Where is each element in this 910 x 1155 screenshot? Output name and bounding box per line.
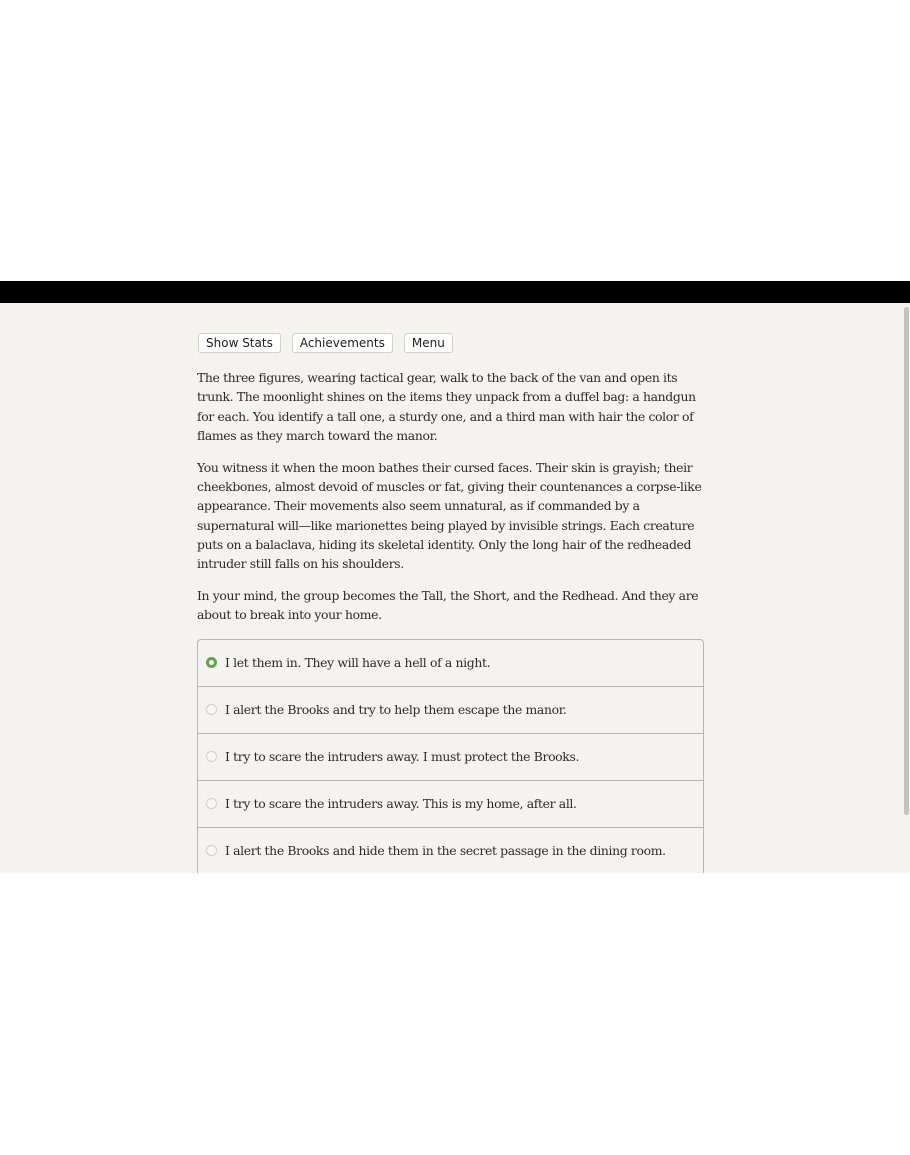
choice-list [197,639,704,873]
choice-label: I alert the Brooks and try to help them escape the manor. [225,702,567,718]
vertical-scrollbar[interactable] [904,307,909,815]
story-paragraph: You witness it when the moon bathes their cursed faces. Their skin is grayish; their cheekbones, almost devoid of muscles or fat, giving their countenances a corpse-like appearance. Their movements also seem unnatural, as if commanded by a supernatural will—like marionettes being played by invisible strings. Each creature puts on a balaclava, hiding its skeletal identity. Only the long hair of the redheaded intruder still falls on his shoulders. [197,459,702,572]
story-paragraph: The three figures, wearing tactical gear, walk to the back of the van and open its trunk. The moonlight shines on the items they unpack from a duffel bag: a handgun for each. You identify a tall one, a sturdy one, and a third man with hair the color of flames as they march toward the manor. [197,370,696,443]
choice-label: I alert the Brooks and hide them in the secret passage in the dining room. [225,843,666,859]
radio-button[interactable] [206,751,217,762]
header-buttons [198,333,704,353]
radio-button[interactable] [206,657,217,668]
menu-button[interactable]: Menu [404,333,453,353]
letterbox-bottom [0,873,910,1155]
game-viewport [0,303,910,873]
choice-label: I try to scare the intruders away. This is my home, after all. [225,796,577,812]
radio-button[interactable] [206,704,217,715]
show-stats-button[interactable]: Show Stats [198,333,281,353]
choice-option[interactable] [198,828,703,873]
story-paragraph: In your mind, the group becomes the Tall, the Short, and the Redhead. And they are about to break into your home. [197,587,699,623]
choice-option[interactable] [198,781,703,828]
choice-option[interactable] [198,734,703,781]
choice-option[interactable] [198,687,703,734]
choice-option[interactable] [198,640,703,687]
game-content [197,333,704,873]
story-text [197,368,704,625]
radio-button[interactable] [206,798,217,809]
radio-button[interactable] [206,845,217,856]
choice-label: I try to scare the intruders away. I must protect the Brooks. [225,749,580,765]
top-black-bar [0,281,910,303]
achievements-button[interactable]: Achievements [292,333,393,353]
letterbox-top [0,0,910,281]
choice-label: I let them in. They will have a hell of a night. [225,655,491,671]
